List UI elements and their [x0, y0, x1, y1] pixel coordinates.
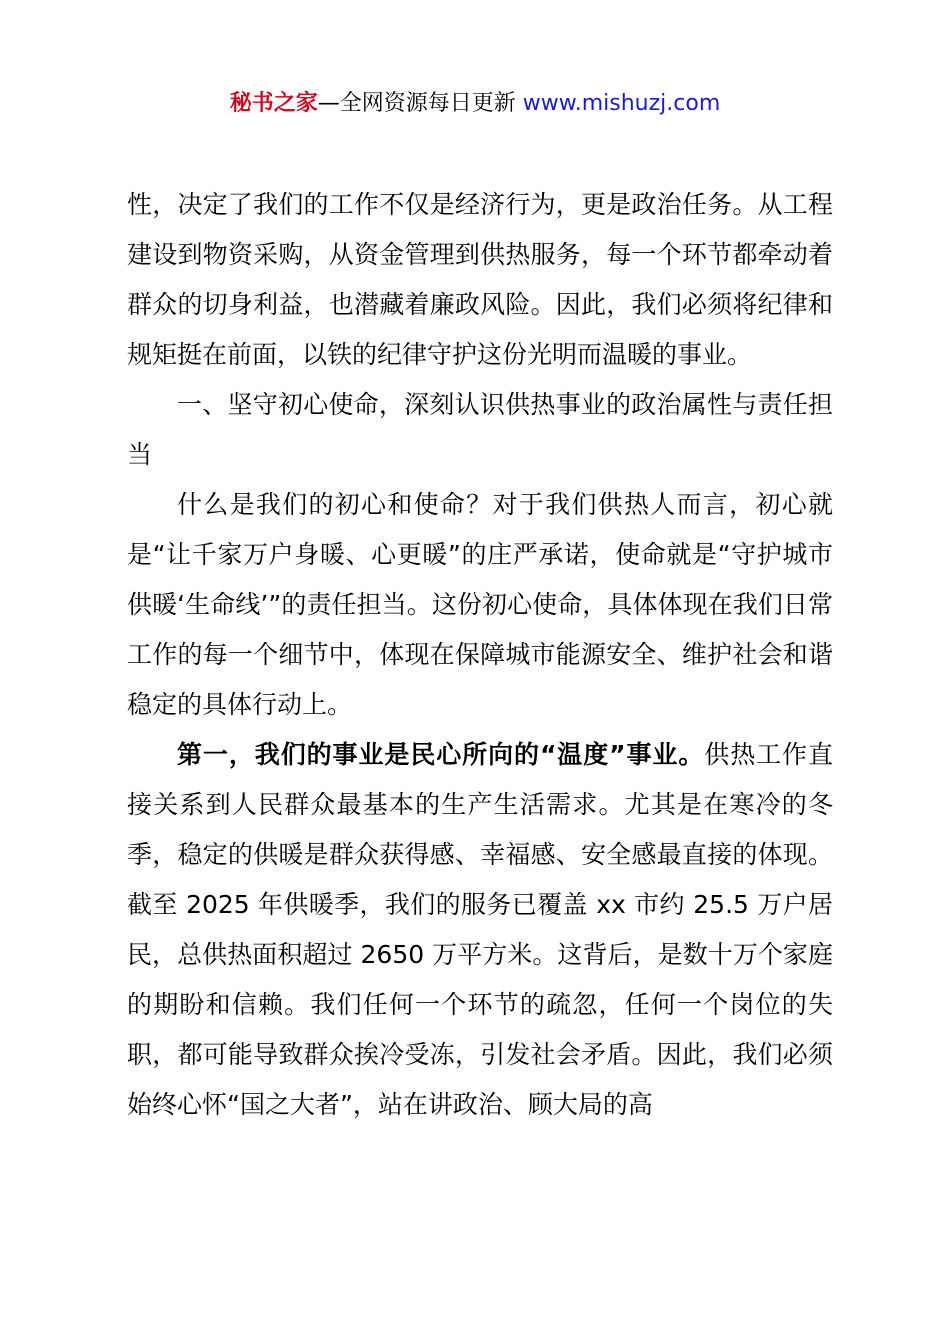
page-header: [0, 88, 950, 120]
paragraph-3: [127, 730, 833, 1130]
header-slogan: —全网资源每日更新: [317, 91, 523, 116]
site-url-link[interactable]: www.mishuzj.com: [522, 91, 721, 116]
brand-name: 秘书之家: [229, 91, 318, 116]
paragraph-3-text: 供热工作直接关系到人民群众最基本的生产生活需求。尤其是在寒冷的冬季，稳定的供暖是群众获得感、幸福感、安全感最直接的体现。截至 2025 年供暖季，我们的服务已覆盖 xx 市约 25.5 万户居民，总供热面积超过 2650 万平方米。这背后，是数十万个家庭的期盼和信赖。我们任何一个环节的疏忽，任何一个岗位的失职，都可能导致群众挨冷受冻，引发社会矛盾。因此，我们必须始终心怀“国之大者”，站在讲政治、顾大局的高: [127, 740, 833, 1119]
paragraph-2: 什么是我们的初心和使命？对于我们供热人而言，初心就是“让千家万户身暖、心更暖”的庄严承诺，使命就是“守护城市供暖‘生命线’”的责任担当。这份初心使命，具体体现在我们日常工作的每一个细节中，体现在保障城市能源安全、维护社会和谐稳定的具体行动上。: [127, 490, 833, 719]
section-heading-1: 一、坚守初心使命，深刻认识供热事业的政治属性与责任担当: [127, 390, 833, 469]
paragraph-3-lead: 第一，我们的事业是民心所向的“温度”事业。: [177, 740, 705, 769]
paragraph-1: 性，决定了我们的工作不仅是经济行为，更是政治任务。从工程建设到物资采购，从资金管理到供热服务，每一个环节都牵动着群众的切身利益，也潜藏着廉政风险。因此，我们必须将纪律和规矩挺在前面，以铁的纪律守护这份光明而温暖的事业。: [127, 190, 833, 369]
document-body: [127, 180, 833, 1130]
